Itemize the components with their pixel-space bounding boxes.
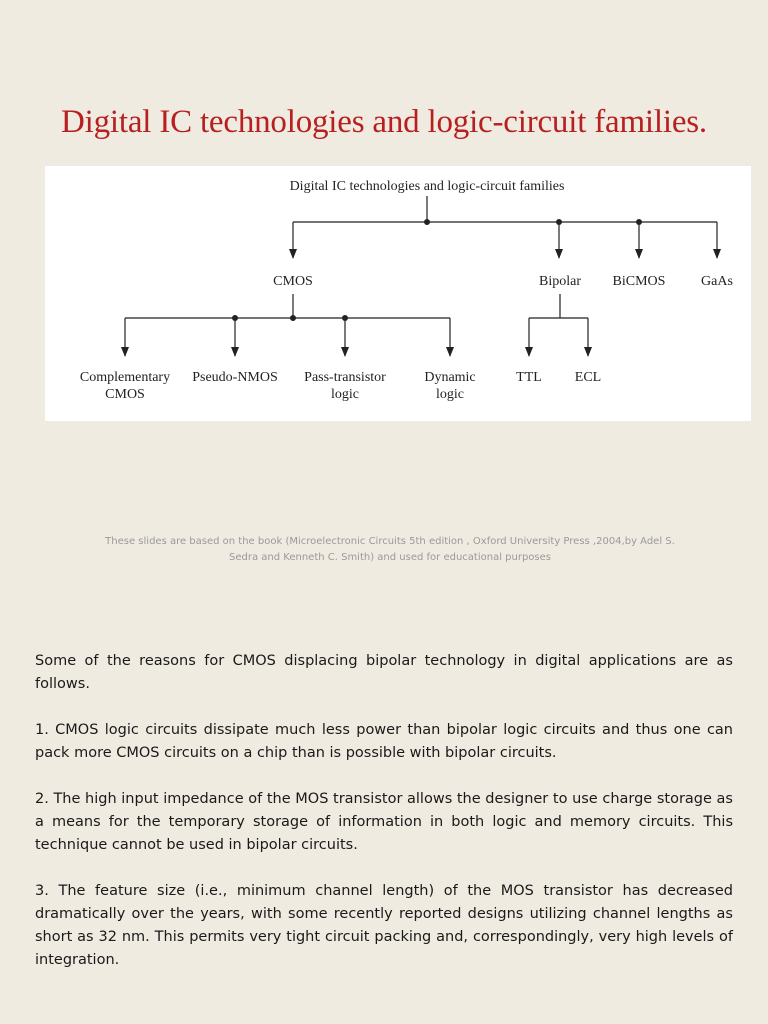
node-ttl: TTL: [516, 370, 542, 385]
node-dynamic-line2: logic: [436, 387, 464, 402]
node-bicmos: BiCMOS: [612, 274, 666, 289]
node-complementary-cmos-line2: CMOS: [105, 387, 145, 402]
intro-paragraph: Some of the reasons for CMOS displacing bipolar technology in digital applications are as follows.: [35, 653, 733, 692]
cmos-connectors: [125, 294, 450, 356]
source-credit-line2: Sedra and Kenneth C. Smith) and used for educational purposes: [229, 552, 551, 563]
node-bipolar: Bipolar: [539, 274, 581, 289]
node-pass-transistor-line1: Pass-transistor: [304, 370, 386, 385]
node-gaas: GaAs: [701, 274, 733, 289]
source-credit: [80, 534, 700, 566]
node-pass-transistor-line2: logic: [331, 387, 359, 402]
node-pseudo-nmos: Pseudo-NMOS: [192, 370, 278, 385]
source-credit-line1: These slides are based on the book (Microelectronic Circuits 5th edition , Oxford University Press ,2004,by Adel S.: [105, 536, 675, 547]
slide-title: Digital IC technologies and logic-circuit families.: [61, 104, 707, 140]
reason-3-paragraph: 3. The feature size (i.e., minimum channel length) of the MOS transistor has decreased dramatically over the years, with some recently reported designs utilizing channel lengths as short as 32 nm. This permits very tight circuit packing and, correspondingly, very high levels of integration.: [35, 883, 733, 968]
root-label: Digital IC technologies and logic-circuit families: [289, 179, 565, 194]
node-ecl: ECL: [574, 370, 602, 385]
reason-2-paragraph: 2. The high input impedance of the MOS transistor allows the designer to use charge storage as a means for the temporary storage of information in both logic and memory circuits. This technique cannot be used in bipolar circuits.: [35, 791, 733, 853]
node-complementary-cmos-line1: Complementary: [79, 370, 171, 385]
family-tree-diagram: [45, 166, 751, 421]
bipolar-connectors: [529, 294, 588, 356]
reason-1-paragraph: 1. CMOS logic circuits dissipate much less power than bipolar logic circuits and thus one can pack more CMOS circuits on a chip than is possible with bipolar circuits.: [35, 722, 733, 761]
node-cmos: CMOS: [273, 274, 313, 289]
top-level-connectors: [293, 196, 717, 258]
notes-text: [35, 650, 733, 995]
node-dynamic-line1: Dynamic: [424, 370, 476, 385]
